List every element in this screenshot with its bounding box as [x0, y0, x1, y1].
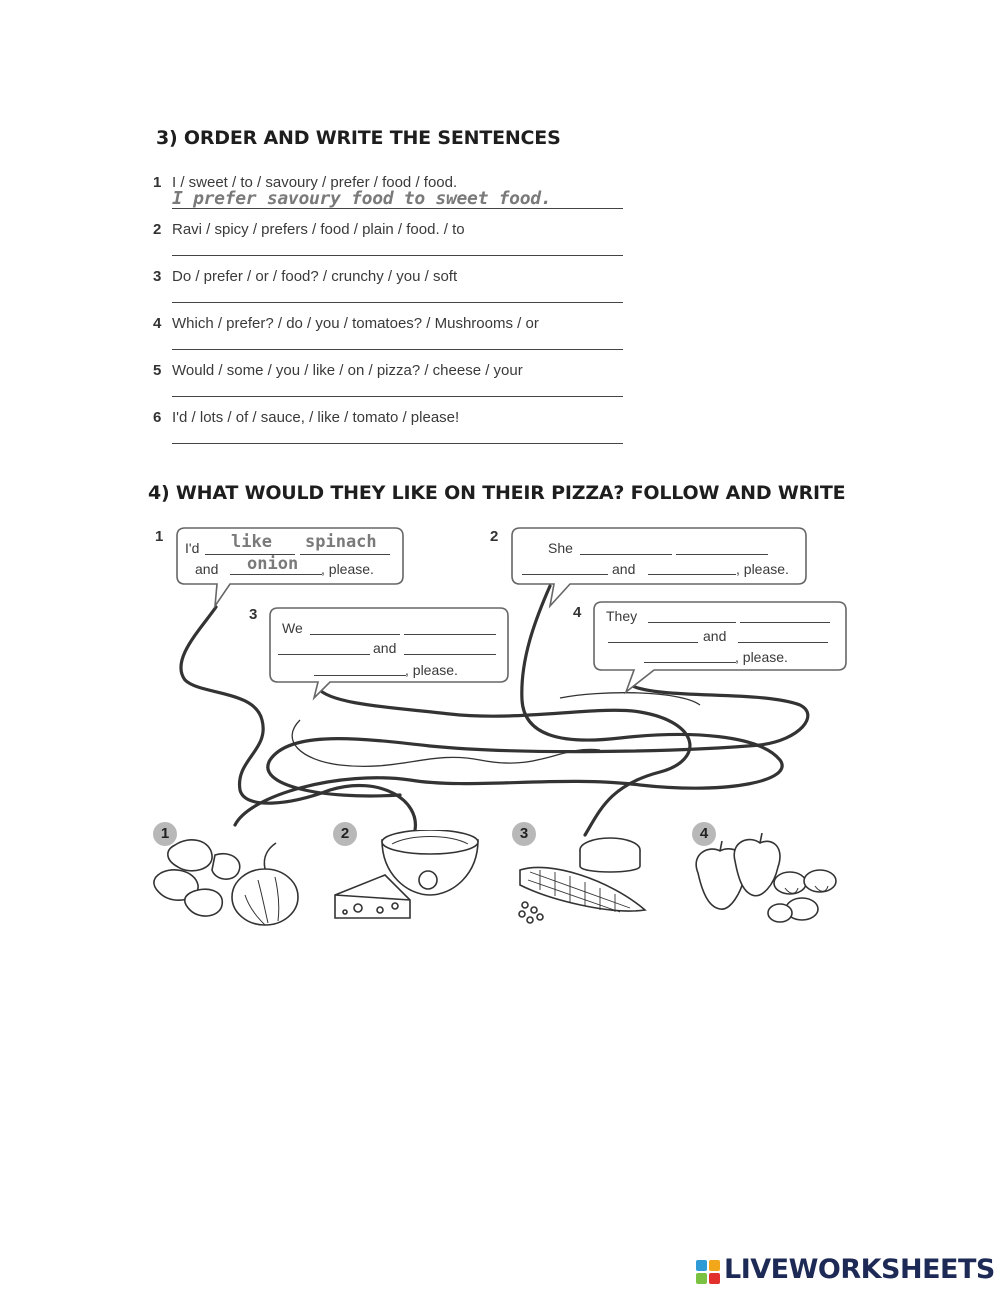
spinach-leaf-icon: [168, 840, 212, 871]
bubble-please: , please.: [321, 561, 374, 577]
peppers-mushrooms-illustration: [690, 833, 845, 933]
fill-answer[interactable]: like: [231, 532, 272, 552]
fill-answer[interactable]: onion: [247, 554, 299, 574]
bubble-and: and: [195, 561, 219, 577]
sweetcorn-icon: [520, 867, 645, 911]
bubble-number-1: 1: [155, 528, 164, 545]
onion-icon: [232, 869, 298, 925]
blank-line[interactable]: [738, 642, 828, 643]
spinach-leaf-icon: [185, 889, 223, 916]
blank-line[interactable]: [230, 574, 322, 575]
food-group-badge-2: 2: [333, 822, 357, 846]
bubble-and: and: [612, 561, 636, 577]
bubble-subject: They: [606, 608, 638, 624]
item-number: 1: [153, 174, 162, 191]
bubble-subject: We: [282, 620, 303, 636]
mushroom-icon: [768, 904, 792, 922]
spinach-onion-illustration: [150, 835, 310, 930]
item-number: 4: [153, 315, 162, 332]
item-number: 3: [153, 268, 162, 285]
corn-tuna-illustration: [510, 830, 675, 925]
item-number: 5: [153, 362, 162, 379]
bubble-number-4: 4: [573, 604, 582, 621]
scrambled-prompt: Ravi / spicy / prefers / food / plain / food. / to: [172, 221, 465, 238]
brand-wordmark: LIVEWORKSHEETS: [724, 1254, 995, 1285]
fill-answer[interactable]: spinach: [305, 532, 377, 552]
mushroom-icon: [804, 870, 836, 892]
item-number: 2: [153, 221, 162, 238]
scrambled-prompt: Do / prefer / or / food? / crunchy / you / soft: [172, 268, 458, 285]
speech-bubble-2: [510, 524, 810, 608]
blank-line[interactable]: [300, 554, 390, 555]
blank-line[interactable]: [676, 554, 768, 555]
section-3-title: 3) ORDER AND WRITE THE SENTENCES: [156, 127, 561, 149]
scrambled-prompt: Would / some / you / like / on / pizza? / cheese / your: [172, 362, 523, 379]
food-group-badge-1: 1: [153, 822, 177, 846]
bubble-subject: I'd: [185, 540, 200, 556]
tomato-icon: [419, 871, 437, 889]
blank-line[interactable]: [278, 654, 370, 655]
bubble-please: , please.: [736, 561, 789, 577]
speech-bubble-3: [268, 604, 512, 700]
scrambled-prompt: Which / prefer? / do / you / tomatoes? / Mushrooms / or: [172, 315, 539, 332]
bubble-and: and: [703, 628, 727, 644]
food-group-badge-3: 3: [512, 822, 536, 846]
blank-line[interactable]: [644, 662, 736, 663]
bubble-subject: She: [548, 540, 573, 556]
food-group-badge-4: 4: [692, 822, 716, 846]
bubble-please: , please.: [735, 649, 788, 665]
spinach-leaf-icon: [212, 854, 240, 879]
mushroom-icon: [774, 872, 806, 894]
blank-line[interactable]: [404, 634, 496, 635]
cheese-sauce-illustration: [330, 830, 480, 925]
bubble-number-2: 2: [490, 528, 499, 545]
bubble-please: , please.: [405, 662, 458, 678]
blank-line[interactable]: [314, 675, 406, 676]
liveworksheets-logo-icon: [696, 1260, 720, 1284]
answer-input[interactable]: I prefer savoury food to sweet food.: [172, 188, 552, 209]
blank-line[interactable]: [608, 642, 698, 643]
blank-line[interactable]: [522, 574, 608, 575]
bubble-and: and: [373, 640, 397, 656]
speech-bubble-1: [175, 524, 405, 608]
scrambled-prompt: I'd / lots / of / sauce, / like / tomato / please!: [172, 409, 460, 426]
bubble-number-3: 3: [249, 606, 258, 623]
blank-line[interactable]: [580, 554, 672, 555]
blank-line[interactable]: [404, 654, 496, 655]
blank-line[interactable]: [740, 622, 830, 623]
section-4-title: 4) WHAT WOULD THEY LIKE ON THEIR PIZZA? FOLLOW AND WRITE: [148, 482, 846, 504]
blank-line[interactable]: [648, 622, 736, 623]
blank-line[interactable]: [648, 574, 736, 575]
scrambled-prompt: I / sweet / to / savoury / prefer / food / food.: [172, 174, 458, 191]
item-number: 6: [153, 409, 162, 426]
blank-line[interactable]: [310, 634, 400, 635]
speech-bubble-4: [592, 598, 850, 694]
